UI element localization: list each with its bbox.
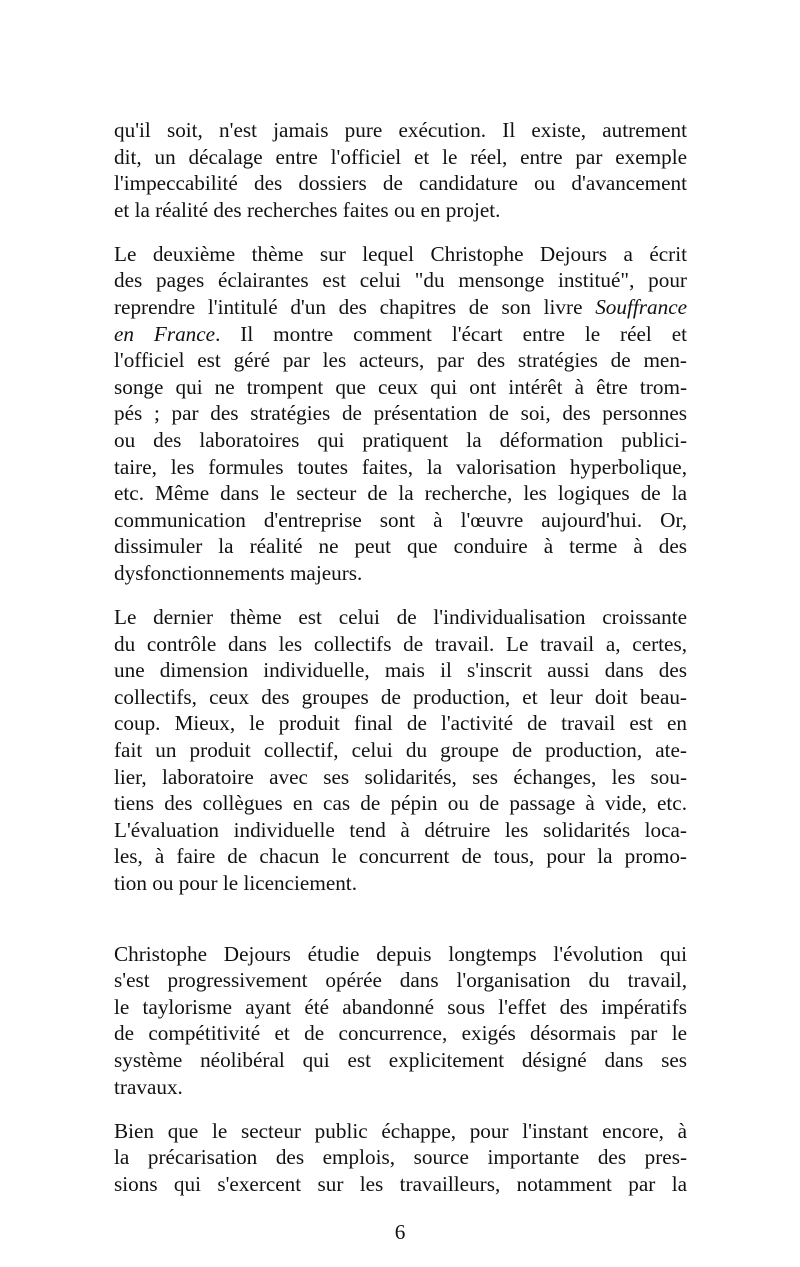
text-line: la précarisation des emplois, source importante des pres- (114, 1145, 687, 1170)
text-line: s'est progressivement opérée dans l'organisation du travail, (114, 968, 687, 993)
text-line: du contrôle dans les collectifs de travail. Le travail a, certes, (114, 631, 687, 656)
book-title-italic: Souffrance (595, 295, 687, 320)
text-line: L'évaluation individuelle tend à détruire les solidarités loca- (114, 817, 687, 842)
text-line: travaux. (114, 1074, 183, 1099)
text-line: système néolibéral qui est explicitement désigné dans ses (114, 1048, 687, 1072)
text-line: coup. Mieux, le produit final de l'activité de travail est en (114, 711, 687, 736)
text-line: lier, laboratoire avec ses solidarités, ses échanges, les sou- (114, 764, 687, 789)
paragraph-spacing (114, 223, 687, 241)
section-spacing (114, 897, 687, 941)
text-line: Le deuxième thème sur lequel Christophe Dejours a écrit (114, 241, 687, 266)
book-title-italic: en France (114, 321, 216, 346)
text-line: l'impeccabilité des dossiers de candidature ou d'avancement (114, 171, 687, 196)
paragraph-2 (114, 241, 687, 587)
paragraph-spacing (114, 1100, 687, 1118)
text-line: pés ; par des stratégies de présentation de soi, des personnes (114, 401, 687, 426)
page-body (114, 117, 687, 1197)
text-line: communication d'entreprise sont à l'œuvre aujourd'hui. Or, (114, 507, 687, 532)
text-line: Christophe Dejours étudie depuis longtemps l'évolution qui (114, 941, 687, 966)
text-line: sions qui s'exercent sur les travailleurs, notamment par la (114, 1171, 687, 1196)
paragraph-4 (114, 941, 687, 1101)
paragraph-3 (114, 604, 687, 897)
text-segment: . Il montre comment l'écart entre le réel et (215, 321, 687, 346)
text-line: les, à faire de chacun le concurrent de tous, pour la promo- (114, 844, 687, 869)
text-line: tiens des collègues en cas de pépin ou de passage à vide, etc. (114, 791, 687, 816)
text-line: Le dernier thème est celui de l'individualisation croissante (114, 605, 687, 630)
text-line: Bien que le secteur public échappe, pour l'instant encore, à (114, 1118, 687, 1143)
text-line-with-title (114, 294, 687, 321)
text-line: etc. Même dans le secteur de la recherche, les logiques de la (114, 481, 687, 506)
text-line: l'officiel est géré par les acteurs, par des stratégies de men- (114, 348, 687, 373)
text-line: dysfonctionnements majeurs. (114, 561, 363, 585)
text-line: des pages éclairantes est celui "du mensonge institué", pour (114, 268, 687, 293)
text-line: qu'il soit, n'est jamais pure exécution. Il existe, autrement (114, 118, 687, 142)
text-line: fait un produit collectif, celui du groupe de production, ate- (114, 738, 687, 763)
page-number: 6 (394, 1220, 406, 1244)
text-line: taire, les formules toutes faites, la valorisation hyperbolique, (114, 454, 687, 479)
paragraph-5 (114, 1118, 687, 1198)
text-line: tion ou pour le licenciement. (114, 871, 357, 896)
text-line: collectifs, ceux des groupes de production, et leur doit beau- (114, 684, 687, 709)
text-segment: reprendre l'intitulé d'un des chapitres de son livre (114, 295, 596, 320)
paragraph-spacing (114, 587, 687, 605)
text-line-with-title (114, 321, 687, 348)
text-line: de compétitivité et de concurrence, exigés désormais par le (114, 1021, 687, 1046)
text-line: songe qui ne trompent que ceux qui ont intérêt à être trom- (114, 374, 687, 399)
text-line: dissimuler la réalité ne peut que conduire à terme à des (114, 534, 687, 559)
text-line: ou des laboratoires qui pratiquent la déformation publici- (114, 428, 687, 453)
text-line: une dimension individuelle, mais il s'inscrit aussi dans des (114, 658, 687, 683)
paragraph-1 (114, 117, 687, 223)
text-line: et la réalité des recherches faites ou en projet. (114, 197, 501, 222)
text-line: dit, un décalage entre l'officiel et le réel, entre par exemple (114, 144, 687, 169)
text-line: le taylorisme ayant été abandonné sous l'effet des impératifs (114, 994, 687, 1019)
